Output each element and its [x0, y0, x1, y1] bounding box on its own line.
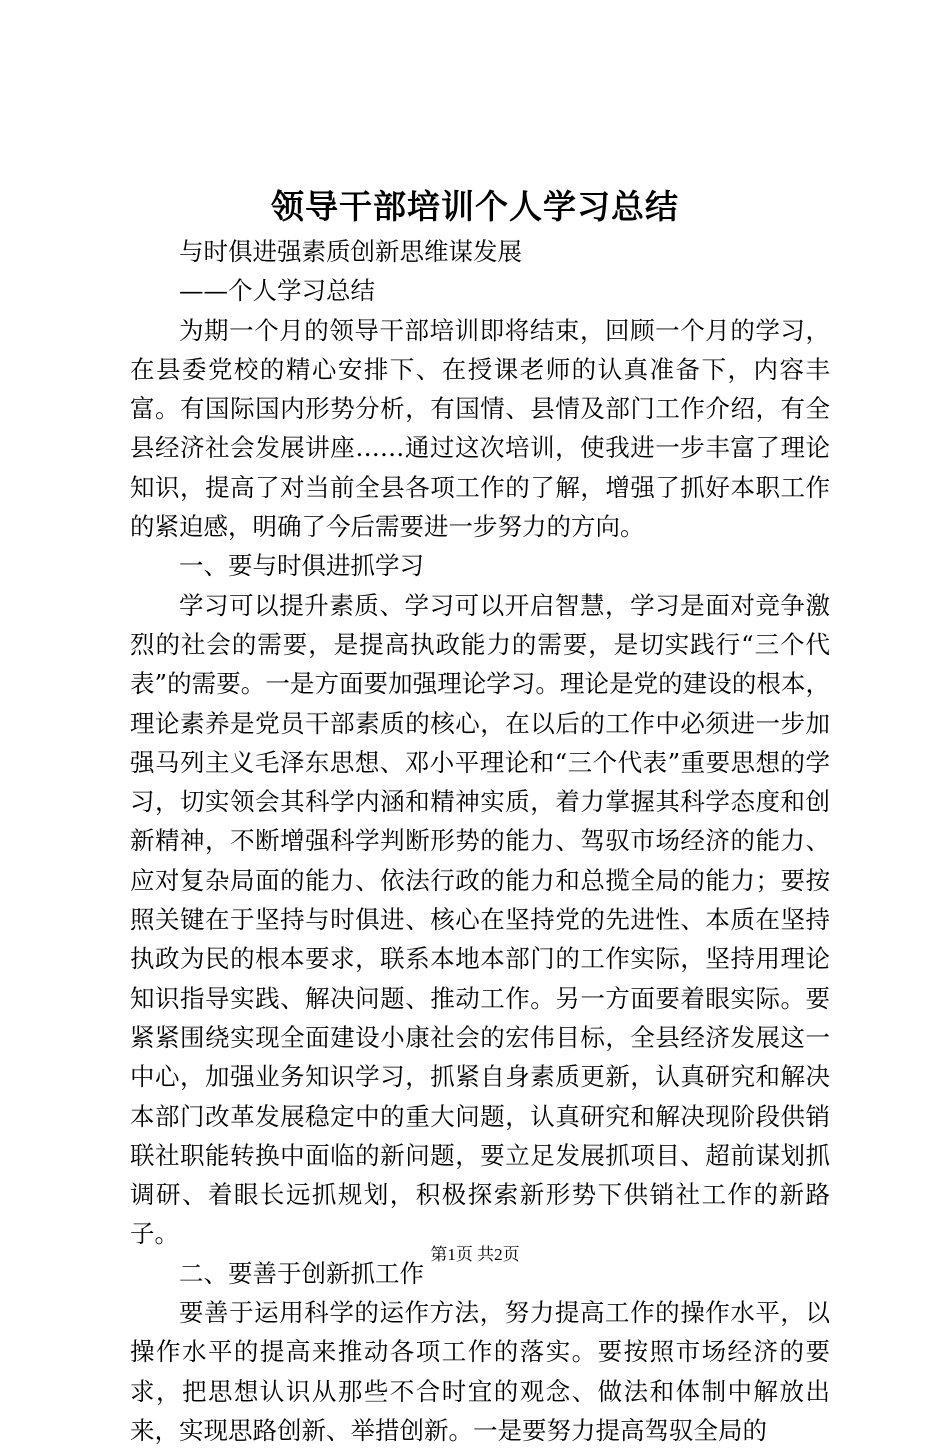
- document-title: 领导干部培训个人学习总结: [271, 187, 679, 226]
- subtitle-line: 与时俱进强素质创新思维谋发展: [179, 237, 522, 266]
- subtitle-byline: ——个人学习总结: [179, 276, 375, 306]
- section-heading-2: 二、要善于创新抓工作: [179, 1258, 424, 1288]
- section-1-paragraph: 学习可以提升素质、学习可以开启智慧，学习是面对竞争激烈的社会的需要，是提高执政能力的需要，是切实践行“三个代表”的需要。一是方面要加强理论学习。理论是党的建设的根本，理论素养是党员干部素质的核心，在以后的工作中必须进一步加强马列主义毛泽东思想、邓小平理论和“三个代表”重要思想的学习，切实领会其科学内涵和精神实质，着力掌握其科学态度和创新精神，不断增强科学判断形势的能力、驾驭市场经济的能力、应对复杂局面的能力、依法行政的能力和总揽全局的能力；要按照关键在于坚持与时俱进、核心在坚持党的先进性、本质在坚持执政为民的根本要求，联系本地本部门的工作实际，坚持用理论知识指导实践、解决问题、推动工作。另一方面要着眼实际。要紧紧围绕实现全面建设小康社会的宏伟目标，全县经济发展这一中心，加强业务知识学习，抓紧自身素质更新，认真研究和解决本部门改革发展稳定中的重大问题，认真研究和解决现阶段供销联社职能转换中面临的新问题，要立足发展抓项目、超前谋划抓调研、着眼长远抓规划，积极探索新形势下供销社工作的新路子。: [130, 590, 830, 1249]
- section-2-paragraph: 要善于运用科学的运作方法，努力提高工作的操作水平，以操作水平的提高来推动各项工作的落实。要按照市场经济的要求，把思想认识从那些不合时宜的观念、做法和体制中解放出来，实现思路创新、举措创新。一是要努力提高驾驭全局的: [130, 1298, 830, 1445]
- section-heading-1: 一、要与时俱进抓学习: [179, 551, 424, 581]
- document-body: [130, 232, 830, 1450]
- page-footer: 第1页 共2页: [430, 1245, 520, 1264]
- intro-paragraph: 为期一个月的领导干部培训即将结束，回顾一个月的学习，在县委党校的精心安排下、在授课老师的认真准备下，内容丰富。有国际国内形势分析，有国情、县情及部门工作介绍，有全县经济社会发展讲座……通过这次培训，使我进一步丰富了理论知识，提高了对当前全县各项工作的了解，增强了抓好本职工作的紧迫感，明确了今后需要进一步努力的方向。: [130, 315, 830, 542]
